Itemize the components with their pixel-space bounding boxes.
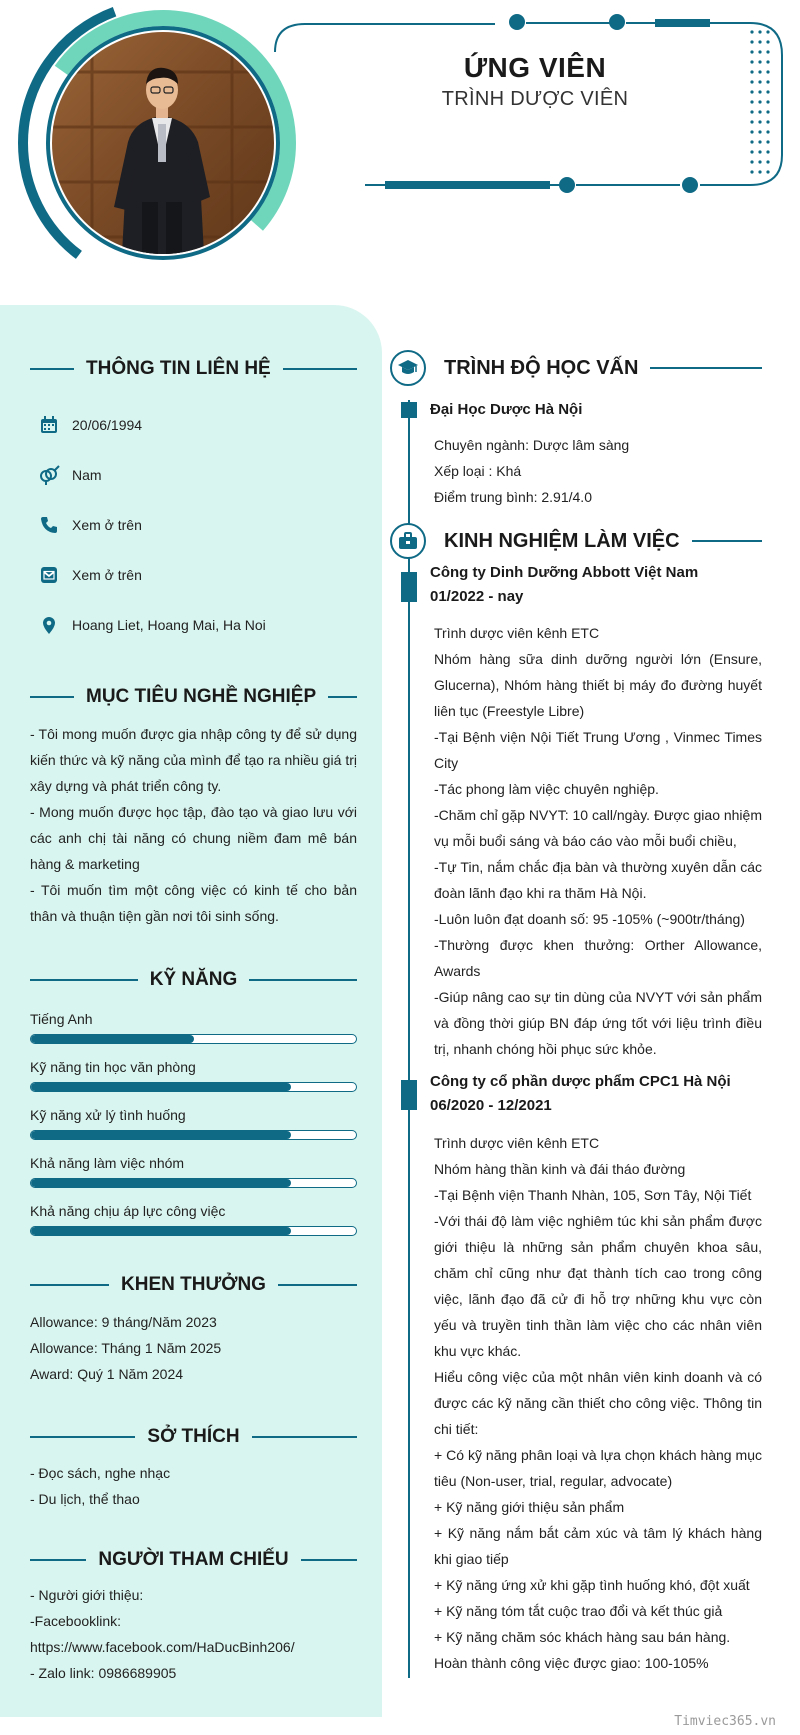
calendar-icon [38,414,60,436]
divider [30,696,74,698]
skills-section-title [30,969,357,991]
award-line: Allowance: 9 tháng/Năm 2023 [30,1314,217,1330]
contact-address-text: Hoang Liet, Hoang Mai, Ha Noi [72,617,266,633]
contact-item-phone [38,514,142,536]
job-line: Hiểu công việc của một nhân viên kinh doanh và có được các kỹ năng cần thiết cho công việc. Thông tin chi tiết: [434,1369,762,1437]
job-period: 01/2022 - nay [430,588,524,605]
experience-section-title [390,523,762,559]
divider [30,1436,135,1438]
skill-label: Tiếng Anh [30,1011,93,1027]
contact-item-gender [38,464,102,486]
skill-bar-fill [31,1179,291,1187]
job-line: -Giúp nâng cao sự tin dùng của NVYT với sản phẩm và đồng thời giúp BN đáp ứng tốt với liệu trình điều trị, nhanh chóng hồi phục sức khỏe. [434,989,762,1057]
divider [650,367,762,369]
job-line: -Luôn luôn đạt doanh số: 95 -105% (~900tr/tháng) [434,911,745,927]
gender-icon [38,464,60,486]
job-line: -Tự Tin, nắm chắc địa bàn và thường xuyên dẫn các đoàn lãnh đạo khi ra thăm Hà Nội. [434,859,762,901]
location-icon [38,614,60,636]
skill-bar [30,1178,357,1188]
contact-gender-text: Nam [72,467,102,483]
contact-item-email [38,564,142,586]
job-line: Hoàn thành công việc được giao: 100-105% [434,1655,709,1671]
experience-heading: KINH NGHIỆM LÀM VIỆC [444,529,680,552]
watermark: Timviec365.vn [674,1714,776,1729]
objective-line: - Tôi mong muốn được gia nhập công ty để sử dụng kiến thức và kỹ năng của mình để tạo ra nhiều giá trị xây dựng và phát triển công ty. [30,726,357,794]
education-line: Xếp loại : Khá [434,463,522,479]
awards-section-title [30,1274,357,1296]
job-company: Công ty Dinh Dưỡng Abbott Việt Nam [430,564,699,581]
job-period: 06/2020 - 12/2021 [430,1097,552,1114]
divider [252,1436,357,1438]
skill-item [30,1011,357,1044]
divider [30,1284,109,1286]
education-details [434,432,762,510]
job-company: Công ty cổ phần dược phẩm CPC1 Hà Nội [430,1073,731,1090]
divider [328,696,357,698]
skill-bar-fill [31,1035,194,1043]
contact-section-title [30,358,357,380]
award-line: Award: Quý 1 Năm 2024 [30,1366,184,1382]
job-line: + Kỹ năng giới thiệu sản phẩm [434,1499,625,1515]
skill-bar-fill [31,1083,291,1091]
skill-bar [30,1226,357,1236]
objective-line: - Mong muốn được học tập, đào tạo và giao lưu với các anh chị tài năng có chung niềm đam mê bán hàng & marketing [30,804,357,872]
job-line: Trình dược viên kênh ETC [434,1135,600,1151]
job-line: Nhóm hàng thần kinh và đái tháo đường [434,1161,686,1177]
candidate-job-title: TRÌNH DƯỢC VIÊN [441,88,629,110]
divider [249,979,357,981]
skill-bar [30,1082,357,1092]
divider [301,1559,357,1561]
contact-phone-text: Xem ở trên [72,517,142,533]
timeline-marker [401,1080,417,1110]
education-school: Đại Học Dược Hà Nội [430,401,583,418]
skills-heading: KỸ NĂNG [149,969,238,990]
job-header [430,1070,762,1118]
hobby-line: - Du lịch, thể thao [30,1491,140,1507]
awards-list [30,1309,357,1387]
reference-line: - Zalo link: 0986689905 [30,1665,177,1681]
contact-item-address [38,614,266,636]
reference-line: -Facebooklink: [30,1613,122,1629]
objective-section-title [30,686,357,708]
education-line: Chuyên ngành: Dược lâm sàng [434,437,630,453]
job-line: + Kỹ năng nắm bắt cảm xúc và tâm lý khách hàng khi giao tiếp [434,1525,762,1567]
education-section-title [390,350,762,386]
divider [30,368,74,370]
candidate-heading [395,52,675,111]
email-icon [38,564,60,586]
job-line: + Kỹ năng chăm sóc khách hàng sau bán hàng. [434,1629,731,1645]
graduation-cap-icon [390,350,426,386]
job-line: -Chăm chỉ gặp NVYT: 10 call/ngày. Được giao nhiệm vụ mỗi buổi sáng và báo cáo vào mỗi buổi chiều, [434,807,762,849]
phone-icon [38,514,60,536]
hobbies-section-title [30,1426,357,1448]
awards-heading: KHEN THƯỞNG [121,1274,266,1295]
education-line: Điểm trung bình: 2.91/4.0 [434,489,592,505]
candidate-name: ỨNG VIÊN [463,52,607,83]
references-heading: NGƯỜI THAM CHIẾU [98,1549,289,1570]
hobbies-heading: SỞ THÍCH [147,1426,240,1447]
skill-bar-fill [31,1227,291,1235]
job-line: Nhóm hàng sữa dinh dưỡng người lớn (Ensure, Glucerna), Nhóm hàng thiết bị máy đo đường huyết liên tục (Freestyle Libre) [434,651,762,719]
skill-bar [30,1130,357,1140]
skill-label: Kỹ năng xử lý tình huống [30,1107,186,1123]
job-description [434,620,762,1062]
job-line: -Thường được khen thưởng: Orther Allowance, Awards [434,937,762,979]
objective-line: - Tôi muốn tìm một công việc có kinh tế cho bản thân và thuận tiện gần nơi tôi sinh sống. [30,882,357,924]
job-line: -Tại Bệnh viện Nội Tiết Trung Ương , Vinmec Times City [434,729,762,771]
briefcase-icon [390,523,426,559]
references-list [30,1582,357,1686]
timeline-marker [401,572,417,602]
hobby-line: - Đọc sách, nghe nhạc [30,1465,171,1481]
skill-item [30,1203,357,1236]
profile-photo [52,32,274,254]
contact-heading: THÔNG TIN LIÊN HỆ [86,358,271,379]
reference-line: - Người giới thiệu: [30,1587,144,1603]
header [0,0,800,300]
skill-label: Khả năng chịu áp lực công việc [30,1203,226,1219]
education-heading: TRÌNH ĐỘ HỌC VẤN [444,356,639,379]
divider [30,1559,86,1561]
job-line: + Có kỹ năng phân loại và lựa chọn khách hàng mục tiêu (Non-user, trial, regular, advocate) [434,1447,762,1489]
job-description [434,1130,762,1676]
award-line: Allowance: Tháng 1 Năm 2025 [30,1340,222,1356]
hobbies-list [30,1460,357,1512]
skill-bar [30,1034,357,1044]
skill-item [30,1059,357,1092]
objective-text [30,721,357,929]
contact-email-text: Xem ở trên [72,567,142,583]
job-line: + Kỹ năng tóm tắt cuộc trao đổi và kết thúc giả [434,1603,723,1619]
divider [692,540,762,542]
contact-birthday-text: 20/06/1994 [72,417,143,433]
job-line: + Kỹ năng ứng xử khi gặp tình huống khó, đột xuất [434,1577,750,1593]
divider [30,979,138,981]
skill-bar-fill [31,1131,291,1139]
job-line: -Với thái độ làm việc nghiêm túc khi sản phẩm được giới thiệu là những sản phẩm chuyên khoa sâu, chăm chỉ cũng như đạt thành tích cao trong công việc, lãnh đạo đã cử đi hỗ trợ những khu vực còn yếu và truyền tinh thần làm việc cho các nhân viên khu vực khác. [434,1213,762,1359]
references-section-title [30,1549,357,1571]
skill-item [30,1155,357,1188]
skill-label: Khả năng làm việc nhóm [30,1155,185,1171]
job-line: Trình dược viên kênh ETC [434,625,600,641]
divider [278,1284,357,1286]
timeline-marker [401,402,417,418]
job-line: -Tác phong làm việc chuyên nghiệp. [434,781,659,797]
skill-item [30,1107,357,1140]
reference-link[interactable]: https://www.facebook.com/HaDucBinh206/ [30,1639,295,1655]
divider [283,368,357,370]
job-header [430,561,762,609]
skill-label: Kỹ năng tin học văn phòng [30,1059,196,1075]
job-line: -Tại Bệnh viện Thanh Nhàn, 105, Sơn Tây, Nội Tiết [434,1187,752,1203]
contact-item-birthday [38,414,142,436]
objective-heading: MỤC TIÊU NGHỀ NGHIỆP [86,686,317,707]
